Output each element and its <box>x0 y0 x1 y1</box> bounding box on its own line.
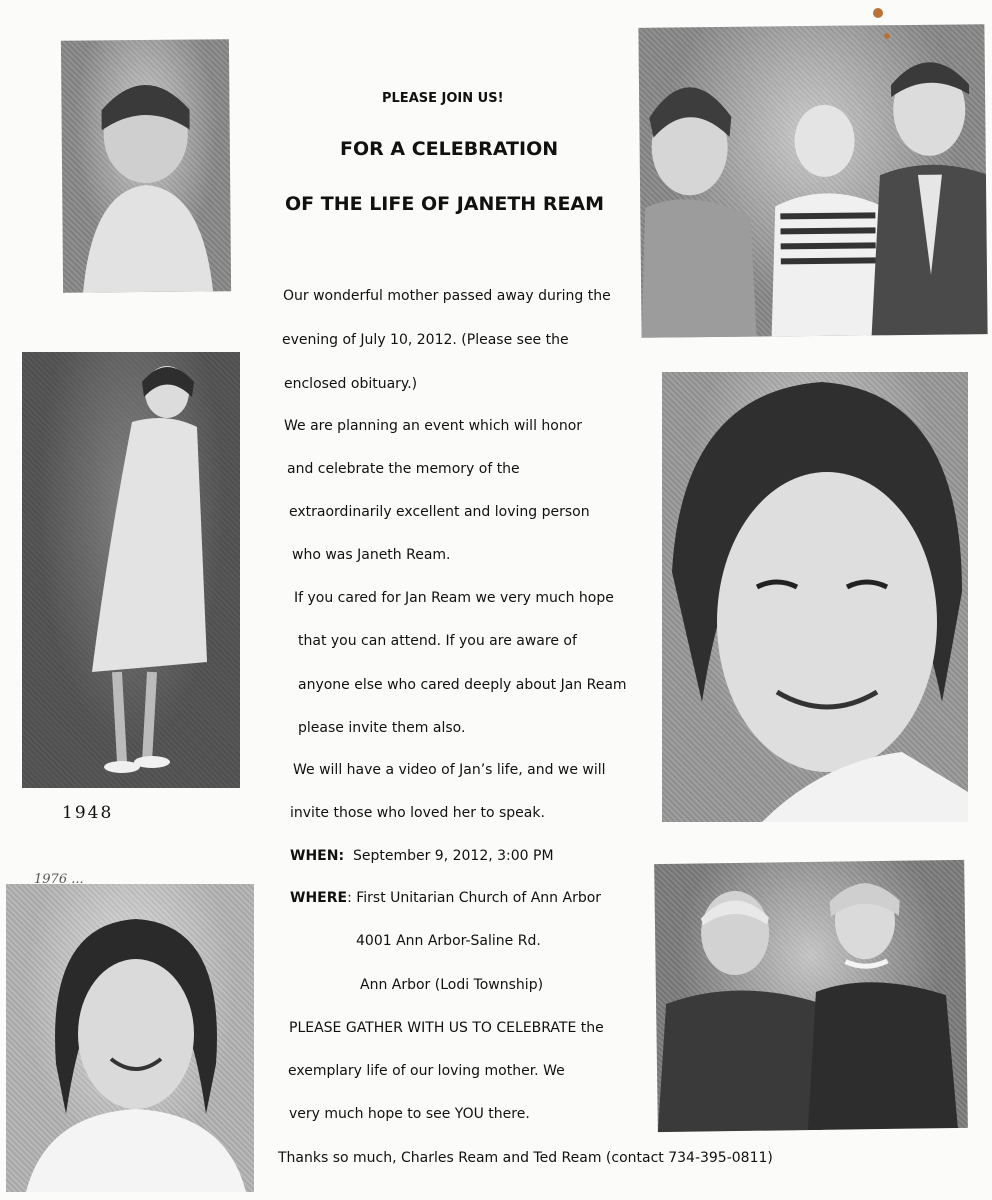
where-label: WHERE <box>290 890 348 906</box>
closing-line: exemplary life of our loving mother. We <box>288 1063 565 1079</box>
body-line: invite those who loved her to speak. <box>290 805 545 821</box>
body-line: please invite them also. <box>298 720 466 736</box>
toddler-figure <box>61 39 231 292</box>
photo-toddler <box>61 39 231 292</box>
family-figures <box>638 24 987 338</box>
portrait-woman-figure <box>6 884 254 1192</box>
where-value: : First Unitarian Church of Ann Arbor <box>347 890 602 906</box>
address-street: 4001 Ann Arbor-Saline Rd. <box>356 933 541 949</box>
closing-line: very much hope to see YOU there. <box>289 1106 530 1122</box>
photo-woman-1948 <box>22 352 240 788</box>
body-line: who was Janeth Ream. <box>292 547 451 563</box>
address-city: Ann Arbor (Lodi Township) <box>360 977 544 993</box>
body-line: that you can attend. If you are aware of <box>298 633 577 649</box>
heading-life-of: OF THE LIFE OF JANETH REAM <box>285 193 605 215</box>
smiling-woman-figure <box>662 372 968 822</box>
body-line: We are planning an event which will honor <box>284 418 583 434</box>
event-where <box>290 890 601 906</box>
body-line: anyone else who cared deeply about Jan Ream <box>298 677 627 693</box>
body-line: If you cared for Jan Ream we very much hope <box>294 590 614 606</box>
handwritten-note: 1976 ... <box>34 872 84 887</box>
when-label: WHEN: <box>290 848 345 864</box>
body-line: and celebrate the memory of the <box>287 461 520 477</box>
event-when <box>290 848 554 864</box>
photo-woman-closeup <box>662 372 968 822</box>
paper-stain <box>873 8 883 18</box>
standing-woman-figure <box>22 352 240 788</box>
heading-celebration: FOR A CELEBRATION <box>340 138 559 160</box>
paper-stain <box>884 33 890 39</box>
body-line: extraordinarily excellent and loving person <box>289 504 590 520</box>
body-line: enclosed obituary.) <box>284 376 418 392</box>
signature-line: Thanks so much, Charles Ream and Ted Ream (contact 734-395-0811) <box>278 1150 773 1166</box>
body-line: evening of July 10, 2012. (Please see the <box>282 332 569 348</box>
photo-older-couple <box>654 860 968 1132</box>
photo-caption-year: 1948 <box>62 803 114 823</box>
body-line: Our wonderful mother passed away during the <box>283 288 611 304</box>
closing-line: PLEASE GATHER WITH US TO CELEBRATE the <box>289 1020 604 1036</box>
body-line: We will have a video of Jan’s life, and we will <box>293 762 606 778</box>
photo-family-with-baby <box>638 24 987 338</box>
when-value: September 9, 2012, 3:00 PM <box>352 848 554 864</box>
couple-figures <box>654 860 968 1132</box>
photo-woman-1976 <box>6 884 254 1192</box>
heading-join-us: PLEASE JOIN US! <box>382 91 504 106</box>
